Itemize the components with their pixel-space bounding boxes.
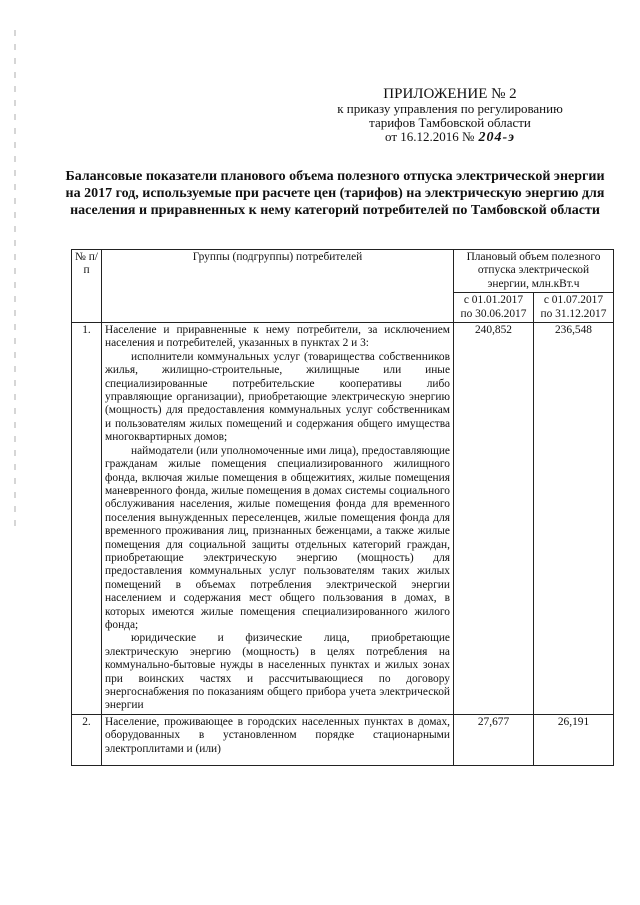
appendix-date: от 16.12.2016 № [385,129,475,144]
header-period-1: с 01.01.2017 по 30.06.2017 [454,293,534,323]
header-volume: Плановый объем полезного отпуска электрической энергии, млн.кВт.ч [454,250,614,293]
document-title: Балансовые показатели планового объема полезного отпуска электрической энергии на 2017 год, используемые при расчете цен (тарифов) на электрическую энергию для населения и приравненных к нему категорий потребителей по Тамбовской области [65,169,605,218]
scan-binding-marks [14,30,16,530]
row-paragraph: Население, проживающее в городских населенных пунктах в домах, оборудованных в установленном порядке стационарными электроплитами и (или) [105,715,450,755]
table-row [72,323,614,715]
header-group: Группы (подгруппы) потребителей [102,250,454,323]
table-row [72,714,614,765]
appendix-line-1: к приказу управления по регулированию [337,101,563,116]
row-number: 1. [72,323,102,715]
row-paragraph: юридические и физические лица, приобретающие электрическую энергию (мощность) в целях потребления на коммунально-бытовые нужды в населенных пунктах и жилых зонах при воинских частях и рассчитывающиеся по договору энергоснабжения по показаниям общего прибора учета электрической энергии [105,632,450,712]
value-period-1: 240,852 [454,323,534,715]
appendix-header [300,86,600,145]
header-row [72,250,614,293]
row-description-clip [105,716,450,764]
value-period-2: 26,191 [534,714,614,765]
header-num: № п/п [72,250,102,323]
row-description [102,323,454,715]
row-paragraph: наймодатели (или уполномоченные ими лица), предоставляющие гражданам жилые помещения специализированного жилищного фонда, включая жилые помещения в общежитиях, жилые помещения маневренного фонда, жилые помещения в домах системы социального обслуживания населения, жилые помещения фонда для временного поселения вынужденных переселенцев, жилые помещения фонда для временного проживания лиц, признанных беженцами, а также жилые помещения для социальной защиты отдельных категорий граждан, приобретающие электрическую энергию (мощность) для предоставления коммунальных услуг пользователям таких жилых помещений в объемах потребления электрической энергии населением и содержания мест общего пользования в домах, в которых имеются жилые помещения специализированного жилого фонда; [105,444,450,631]
header-period-2: с 01.07.2017 по 31.12.2017 [534,293,614,323]
balance-table [71,249,614,766]
row-paragraph: Население и приравненные к нему потребители, за исключением населения и потребителей, указанных в пунктах 2 и 3: [105,324,450,350]
row-paragraph: исполнители коммунальных услуг (товарищества собственников жилья, жилищно-строительные, жилищные или иные специализированные потребительские кооперативы либо управляющие организации), приобретающие электрическую энергию (мощность) для предоставления коммунальных услуг собственникам и пользователям жилых помещений и содержания общего имущества многоквартирных домов; [105,350,450,444]
row-number: 2. [72,714,102,765]
value-period-1: 27,677 [454,714,534,765]
appendix-line-2: тарифов Тамбовской области [369,115,531,130]
handwritten-order-number: 204-э [478,130,515,145]
row-description [102,714,454,765]
appendix-title: ПРИЛОЖЕНИЕ № 2 [383,86,517,102]
value-period-2: 236,548 [534,323,614,715]
appendix-line-3 [300,130,600,145]
